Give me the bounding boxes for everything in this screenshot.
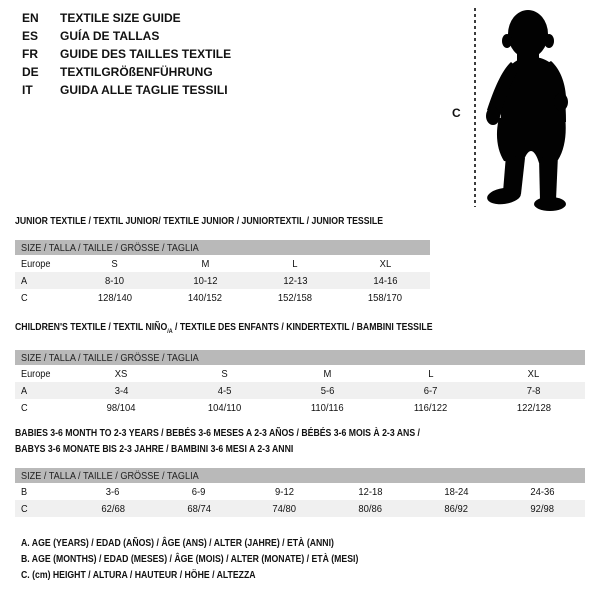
size-cell: [70, 292, 160, 304]
size-cell: [499, 503, 585, 515]
size-cell: [340, 292, 430, 304]
height-measure-label: C: [452, 106, 461, 120]
language-title: GUÍA DE TALLAS: [60, 29, 160, 43]
size-table-row: [15, 483, 585, 500]
row-label-text: Europe: [21, 257, 51, 270]
size-cell: [379, 368, 482, 380]
size-cell-text: XL: [527, 367, 540, 380]
size-cell: [156, 503, 242, 515]
language-row: [22, 63, 231, 81]
language-title: GUIDA ALLE TAGLIE TESSILI: [60, 83, 228, 97]
size-cell: [156, 486, 242, 498]
size-table-junior: [15, 240, 430, 306]
size-cell: [70, 385, 173, 397]
language-title: GUIDE DES TAILLES TEXTILE: [60, 47, 232, 61]
size-cell-text: 152/158: [277, 291, 313, 304]
size-cell: [327, 486, 413, 498]
table-title-babies: [15, 426, 511, 458]
size-cell: [250, 292, 340, 304]
size-cell-text: L: [427, 367, 434, 380]
row-label-text: A: [21, 384, 28, 397]
size-table-rows: [15, 255, 430, 306]
size-cell-text: 68/74: [186, 502, 211, 515]
size-cell: [482, 402, 585, 414]
row-label-text: B: [21, 485, 28, 498]
size-cell: [70, 486, 156, 498]
size-cell: [160, 292, 250, 304]
size-cell-text: XS: [115, 367, 128, 380]
table-title-segment: BABYS 3-6 MONATE BIS 2-3 JAHRE / BAMBINI 3-6 MESI A 2-3 ANNI: [15, 444, 294, 455]
footnote-text: A. AGE (YEARS) / EDAD (AÑOS) / ÂGE (ANS) / ALTER (JAHRE) / ETÀ (ANNI): [21, 538, 334, 549]
size-table-rows: [15, 365, 585, 416]
language-code: ES: [22, 29, 39, 43]
size-table-children: [15, 350, 585, 416]
size-cell-text: 9-12: [275, 485, 295, 498]
size-cell: [70, 402, 173, 414]
size-cell-text: 3-6: [106, 485, 120, 498]
language-code: IT: [22, 83, 33, 97]
row-label: [15, 385, 70, 397]
row-label-text: Europe: [21, 367, 51, 380]
footnote-line: [21, 552, 409, 568]
size-cell-text: 6-7: [423, 384, 438, 397]
size-table-row: [15, 365, 585, 382]
section-babies-textile: [15, 426, 585, 517]
size-table-row: [15, 399, 585, 416]
size-cell-text: 74/80: [272, 502, 297, 515]
size-cell-text: 14-16: [372, 274, 398, 287]
language-row: [22, 27, 231, 45]
size-cell: [160, 258, 250, 270]
size-cell-text: 116/122: [413, 401, 448, 414]
size-cell-text: 98/104: [107, 401, 136, 414]
size-cell: [340, 258, 430, 270]
size-cell-text: 8-10: [105, 274, 125, 287]
row-label: [15, 402, 70, 414]
size-cell: [340, 275, 430, 287]
size-cell: [276, 385, 379, 397]
row-label: [15, 486, 70, 498]
size-cell-text: 3-4: [114, 384, 129, 397]
table-title-children: [15, 320, 511, 340]
row-label: [15, 275, 70, 287]
size-cell: [276, 402, 379, 414]
size-cell-text: 24-36: [529, 485, 555, 498]
footnote-text: B. AGE (MONTHS) / EDAD (MESES) / ÂGE (MOIS) / ALTER (MONATE) / ETÀ (MESI): [21, 554, 359, 565]
size-table-rows: [15, 483, 585, 517]
size-cell: [242, 486, 328, 498]
row-label: [15, 292, 70, 304]
size-cell-text: 4-5: [217, 384, 232, 397]
language-title-list: [22, 9, 231, 99]
language-title: TEXTILGRÖßENFÜHRUNG: [60, 65, 213, 79]
footnote-text: C. (cm) HEIGHT / ALTURA / HAUTEUR / HÖHE / ALTEZZA: [21, 570, 256, 581]
language-row: [22, 45, 231, 63]
section-childrens-textile: [15, 320, 585, 416]
size-cell-text: S: [111, 257, 119, 270]
size-table-header-label: SIZE / TALLA / TAILLE / GRÖSSE / TAGLIA: [21, 469, 199, 482]
size-cell-text: 12-13: [282, 274, 308, 287]
language-row: [22, 81, 231, 99]
size-cell: [482, 368, 585, 380]
section-junior-textile: [15, 214, 430, 306]
size-cell: [379, 402, 482, 414]
size-cell: [276, 368, 379, 380]
language-code: DE: [22, 65, 39, 79]
size-cell: [70, 275, 160, 287]
size-cell: [173, 402, 276, 414]
size-cell-text: 140/152: [187, 291, 223, 304]
size-cell-text: 80/86: [358, 502, 383, 515]
language-code: FR: [22, 47, 38, 61]
size-cell: [173, 368, 276, 380]
size-cell-text: 6-9: [191, 485, 206, 498]
row-label-text: C: [21, 401, 28, 414]
table-title-segment: BABIES 3-6 MONTH TO 2-3 YEARS / BEBÉS 3-6 MESES A 2-3 AÑOS / BÉBÉS 3-6 MOIS À 2-3 ANS /: [15, 428, 420, 439]
size-cell-text: S: [221, 367, 228, 380]
size-cell: [70, 258, 160, 270]
table-title-segment: JUNIOR TEXTILE / TEXTIL JUNIOR/ TEXTILE JUNIOR / JUNIORTEXTIL / JUNIOR TESSILE: [15, 216, 384, 227]
size-table-row: [15, 255, 430, 272]
row-label: [15, 258, 70, 270]
table-title-segment: CHILDREN'S TEXTILE / TEXTIL NIÑO: [15, 322, 168, 333]
size-cell-text: 7-8: [526, 384, 541, 397]
size-cell: [499, 486, 585, 498]
size-table-header-label: SIZE / TALLA / TAILLE / GRÖSSE / TAGLIA: [21, 351, 199, 364]
row-label-text: C: [21, 502, 28, 515]
size-cell-text: M: [323, 367, 332, 380]
size-cell-text: M: [201, 257, 209, 270]
size-table-header-bar: [15, 468, 585, 483]
table-title-segment: / TEXTILE DES ENFANTS / KINDERTEXTIL / BAMBINI TESSILE: [172, 322, 433, 333]
size-cell-text: 5-6: [320, 384, 335, 397]
size-table-babies: [15, 468, 585, 517]
size-cell: [70, 368, 173, 380]
size-cell: [173, 385, 276, 397]
baby-silhouette-icon: [473, 0, 600, 215]
size-cell-text: 18-24: [444, 485, 469, 498]
size-cell-text: L: [292, 257, 298, 270]
language-code: EN: [22, 11, 39, 25]
size-cell-text: 122/128: [516, 401, 551, 414]
size-cell-text: 92/98: [530, 502, 554, 515]
size-table-row: [15, 382, 585, 399]
row-label: [15, 368, 70, 380]
size-cell-text: 12-18: [358, 485, 383, 498]
size-cell: [160, 275, 250, 287]
size-cell: [250, 258, 340, 270]
table-title-segment: /A: [167, 328, 173, 335]
size-cell: [482, 385, 585, 397]
row-label-text: C: [21, 291, 28, 304]
footnote-line: [21, 568, 409, 584]
size-table-header-label: SIZE / TALLA / TAILLE / GRÖSSE / TAGLIA: [21, 241, 199, 254]
size-cell: [379, 385, 482, 397]
footnote-line: [21, 536, 409, 552]
size-table-row: [15, 289, 430, 306]
size-table-row: [15, 500, 585, 517]
size-cell-text: 104/110: [207, 401, 242, 414]
language-title: TEXTILE SIZE GUIDE: [60, 11, 181, 25]
size-table-header-bar: [15, 350, 585, 365]
row-label-text: A: [21, 274, 28, 287]
size-cell: [327, 503, 413, 515]
language-row: [22, 9, 231, 27]
size-table-row: [15, 272, 430, 289]
size-cell-text: 62/68: [101, 502, 125, 515]
size-cell: [413, 503, 499, 515]
size-cell-text: 10-12: [192, 274, 218, 287]
size-table-header-bar: [15, 240, 430, 255]
size-cell: [413, 486, 499, 498]
footnotes: [21, 536, 409, 584]
size-cell-text: 86/92: [444, 502, 469, 515]
table-title-junior: [15, 214, 384, 230]
size-cell: [250, 275, 340, 287]
row-label: [15, 503, 70, 515]
size-cell-text: 128/140: [97, 291, 133, 304]
size-cell: [242, 503, 328, 515]
size-cell-text: XL: [379, 257, 391, 270]
size-cell-text: 110/116: [311, 401, 344, 414]
size-cell: [70, 503, 156, 515]
size-cell-text: 158/170: [367, 291, 403, 304]
